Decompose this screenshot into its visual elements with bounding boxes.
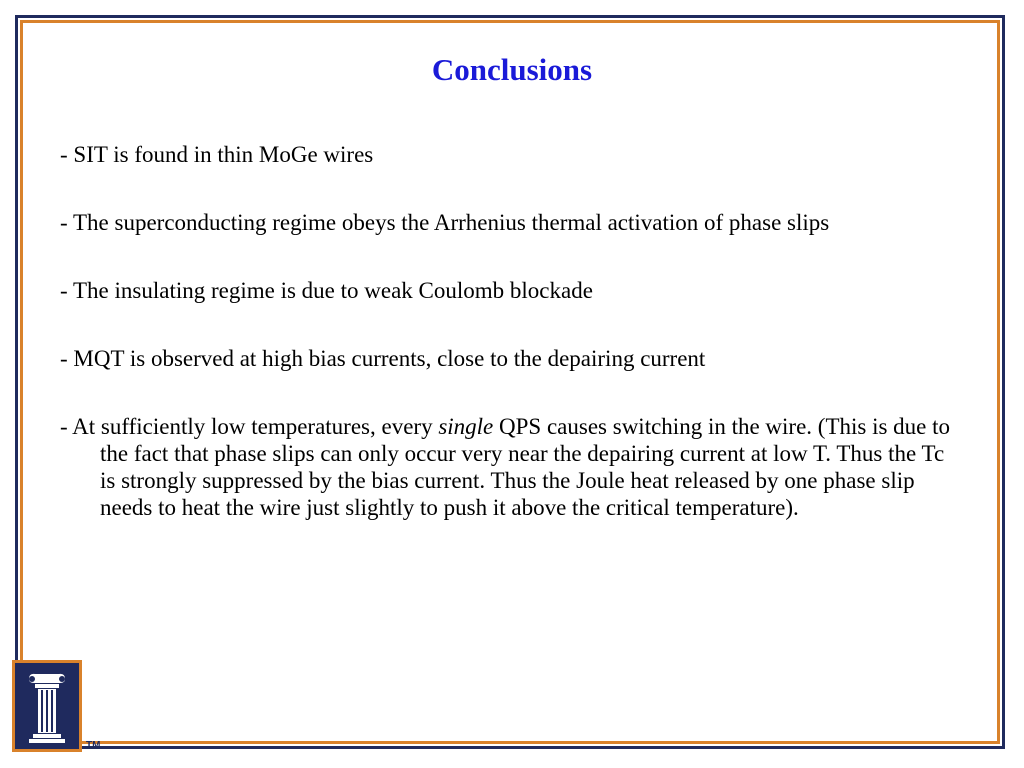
slide-title: Conclusions bbox=[431, 52, 593, 87]
bullet-text: - At sufficiently low temperatures, every bbox=[60, 414, 439, 439]
bullet-text: QPS causes switching in the wire. (This is due to the fact that phase slips can only occur very near the depairing current at low T. Thus the Tc is strongly suppressed by the bias current. Thus the Joule heat released by one phase slip needs to heat the wire just slightly to push it above the critical temperature). bbox=[100, 414, 951, 520]
trademark-label: TM bbox=[86, 740, 101, 751]
block-i-column-icon bbox=[15, 663, 79, 749]
bullet-item: - The superconducting regime obeys the Arrhenius thermal activation of phase slips bbox=[60, 210, 830, 235]
bullet-emphasis: single bbox=[438, 414, 494, 439]
bullet-list bbox=[60, 141, 960, 562]
bullet-item: - The insulating regime is due to weak Coulomb blockade bbox=[60, 278, 593, 303]
bullet-item: - SIT is found in thin MoGe wires bbox=[60, 142, 374, 167]
bullet-item bbox=[60, 413, 960, 521]
university-logo bbox=[12, 660, 82, 752]
bullet-item: - MQT is observed at high bias currents, close to the depairing current bbox=[60, 346, 706, 371]
